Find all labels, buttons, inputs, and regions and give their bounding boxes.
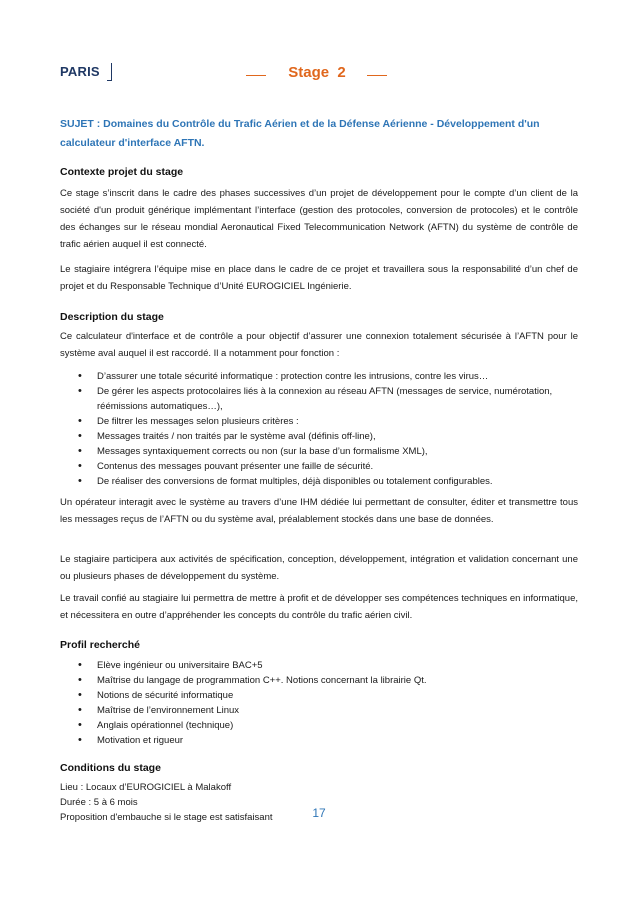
context-paragraph-2: Le stagiaire intégrera l’équipe mise en place dans le cadre de ce projet et travaillera sous la responsabilité d’un chef de projet et du Responsable Technique d’Unité EUROGICIEL Ingénierie. xyxy=(60,264,578,292)
city-bracket-decoration xyxy=(107,63,112,81)
description-paragraph-3: Le travail confié au stagiaire lui permettra de mettre à profit et de développer ses compétences techniques en informatique, et nécessitera en outre d’appréhender les concepts du contrôle du trafic aérien civil. xyxy=(60,593,578,621)
stage-title: Stage 2 xyxy=(288,64,346,81)
list-item: • Motivation et rigueur xyxy=(78,733,578,748)
list-item: • Messages syntaxiquement corrects ou non (sur la base d’un formalisme XML), xyxy=(78,444,578,459)
list-item: • De filtrer les messages selon plusieurs critères : xyxy=(78,414,578,429)
profile-bullet-list xyxy=(78,658,578,748)
context-paragraph-1: Ce stage s’inscrit dans le cadre des phases successives d’un projet de développement pour le compte d’un client de la société d'un produit générique implémentant l’interface (gestion des protocoles, conversion de protocoles) et le contrôle des échanges sur le réseau mondial Aeronautical Fixed Telecommunication Network (AFTN) du système de contrôle de trafic aérien auquel il est connecté. xyxy=(60,188,578,250)
title-rule-right xyxy=(367,75,387,76)
conditions-duration: Durée : 5 à 6 mois xyxy=(60,797,138,808)
subject-line: SUJET : Domaines du Contrôle du Trafic Aérien et de la Défense Aérienne - Développement d'un calculateur d'interface AFTN. xyxy=(60,118,540,149)
description-heading: Description du stage xyxy=(60,311,164,323)
context-heading: Contexte projet du stage xyxy=(60,166,184,178)
list-item: • Maîtrise de l’environnement Linux xyxy=(78,703,578,718)
page-number: 17 xyxy=(312,806,326,820)
list-item: • Anglais opérationnel (technique) xyxy=(78,718,578,733)
description-bullet-list xyxy=(78,369,578,489)
list-item: • De réaliser des conversions de format multiples, déjà disponibles ou totalement configurables. xyxy=(78,474,578,489)
list-item: • Contenus des messages pouvant présenter une faille de sécurité. xyxy=(78,459,578,474)
list-item: • De gérer les aspects protocolaires liés à la connexion au réseau AFTN (messages de service, numérotation, réémissions automatiques…), xyxy=(78,384,578,414)
title-rule-left xyxy=(246,75,266,76)
description-paragraph-1: Un opérateur interagit avec le système au travers d’une IHM dédiée lui permettant de consulter, éditer et transmettre tous les messages reçus de l’AFTN ou du système aval, préalablement stockés dans une base de données. xyxy=(60,497,578,525)
conditions-location: Lieu : Locaux d’EUROGICIEL à Malakoff xyxy=(60,782,232,793)
conditions-hiring: Proposition d'embauche si le stage est satisfaisant xyxy=(60,812,273,823)
description-paragraph-2: Le stagiaire participera aux activités de spécification, conception, développement, intégration et validation concernant une ou plusieurs phases de développement du système. xyxy=(60,554,578,582)
description-intro: Ce calculateur d'interface et de contrôle a pour objectif d’assurer une connexion totalement sécurisée à l’AFTN pour le système aval auquel il est raccordé. Il a notamment pour fonction : xyxy=(60,331,578,359)
list-item: • D’assurer une totale sécurité informatique : protection contre les intrusions, contre les virus… xyxy=(78,369,578,384)
list-item: • Messages traités / non traités par le système aval (définis off-line), xyxy=(78,429,578,444)
conditions-heading: Conditions du stage xyxy=(60,762,161,774)
list-item: • Notions de sécurité informatique xyxy=(78,688,578,703)
profile-heading: Profil recherché xyxy=(60,639,140,651)
list-item: • Maîtrise du langage de programmation C++. Notions concernant la librairie Qt. xyxy=(78,673,578,688)
city-label: PARIS xyxy=(60,64,100,79)
list-item: • Elève ingénieur ou universitaire BAC+5 xyxy=(78,658,578,673)
